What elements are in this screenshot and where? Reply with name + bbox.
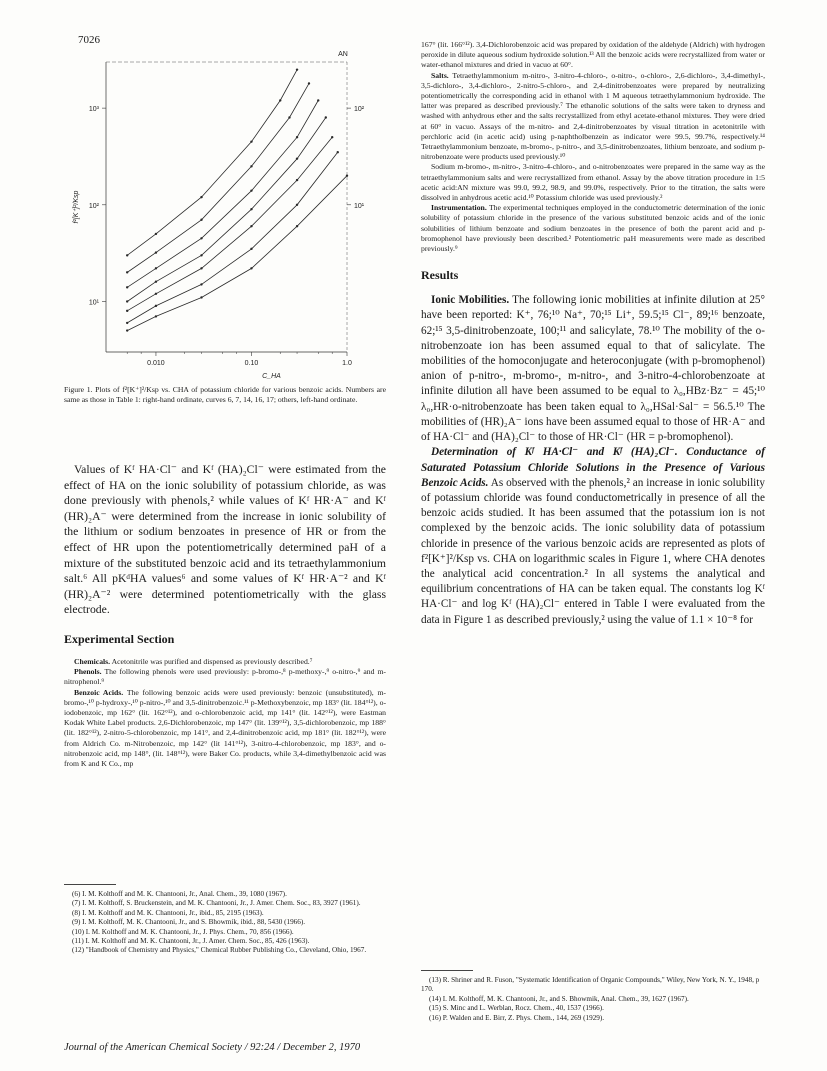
series-point bbox=[200, 237, 202, 239]
right-column bbox=[421, 40, 765, 628]
series-point bbox=[200, 267, 202, 269]
x-axis-label: C_HA bbox=[262, 373, 281, 380]
reference-item: (13) R. Shriner and R. Fuson, "Systematic Identification of Organic Compounds," Wiley, New York, N. Y., 1948, p 170. bbox=[421, 976, 760, 994]
series-point bbox=[296, 157, 298, 159]
series-point bbox=[200, 196, 202, 198]
intro-paragraph: Values of Kᶠ HA·Cl⁻ and Kᶠ (HA)₂Cl⁻ were estimated from the effect of HA on the ionic solubility of potassium chloride, as was done previously with phenols,² while values of Kᶠ HR·A⁻ and Kᶠ (HR)₂A⁻ were determined from the increase in ionic solubility of the lithium or sodium benzoates in presence of HR or from the effect of HR upon the potentiometrically determined paH of a mixture of the substituted benzoic acid and its tetraethylammonium salt.⁶ All pKᵈHA values⁶ and some values of Kᶠ HR·A⁻² and Kᶠ (HR)₂A⁻² were determined potentiometrically with the glass electrode. bbox=[64, 463, 386, 617]
x-tick-label: 0.010 bbox=[147, 360, 165, 367]
figure-caption: Figure 1. Plots of f²[K⁺]²/Ksp vs. CHA of potassium chloride for various benzoic acids. Numbers are same as those in Table 1: right-hand ordinate, curves 6, 7, 14, 16, 17; others, left-hand ordinate. bbox=[64, 385, 386, 404]
series-point bbox=[288, 116, 290, 118]
reference-item: (6) I. M. Kolthoff and M. K. Chantooni, Jr., Anal. Chem., 39, 1080 (1967). bbox=[72, 890, 287, 898]
left-references bbox=[64, 884, 386, 956]
series-point bbox=[155, 281, 157, 283]
series-line-1 bbox=[127, 176, 347, 331]
instrumentation-paragraph: Instrumentation. The experimental techniques employed in the conductometric determination of the ionic solubility of potassium chloride in the presence of the various substituted benzoic acids and of the ionic solubilities of lithium benzoate and sodium benzoates in the presence of both the parent acid and p-bromophenol have previously been described.² Potentiometric paH measurements were made as described previously.⁹ bbox=[421, 203, 765, 254]
series-point bbox=[126, 271, 128, 273]
series-point bbox=[126, 310, 128, 312]
x-tick-label: 0.10 bbox=[244, 360, 259, 367]
y-left-tick-label: 10¹ bbox=[88, 299, 99, 307]
series-point bbox=[155, 305, 157, 307]
series-point bbox=[126, 322, 128, 324]
series-line-5 bbox=[127, 101, 318, 288]
series-point bbox=[155, 251, 157, 253]
series-point bbox=[279, 99, 281, 101]
right-references bbox=[421, 970, 765, 1023]
series-point bbox=[200, 219, 202, 221]
determination-paragraph: Determination of Kᶠ HA·Cl⁻ and Kᶠ (HA)₂Cl⁻. Conductance of Saturated Potassium Chloride Solutions in the Presence of Various Benzoic Acids. As observed with the phenols,² an increase in ionic solubility of potassium chloride was found conductometrically in presence of all the benzoic acids studied. It has been assumed that the potassium ion is not complexed by the benzoic acids. The ionic solubility data of potassium chloride in presence of the various benzoic acids are represented as plots of f²[K⁺]²/Ksp vs. CHA on logarithmic scales in Figure 1, where CHA denotes the analytical acid concentration.² In all systems the analytical and equilibrium concentrations of HA can be taken equal. The constants log Kᶠ HA·Cl⁻ and log Kᶠ (HA)₂Cl⁻ entered in Table I were evaluated from the data in Figure 1 as described previously,² using the value of 1.1 × 10⁻⁸ for bbox=[421, 446, 765, 626]
results-section-title: Results bbox=[421, 268, 459, 283]
series-point bbox=[155, 267, 157, 269]
reference-item: (8) I. M. Kolthoff and M. K. Chantooni, Jr., ibid., 85, 2195 (1963). bbox=[72, 908, 264, 917]
series-point bbox=[250, 140, 252, 142]
y-right-tick-label: 10¹ bbox=[354, 202, 365, 210]
an-label: AN bbox=[338, 51, 348, 58]
series-line-6 bbox=[127, 83, 309, 272]
series-point bbox=[126, 300, 128, 302]
series-point bbox=[126, 286, 128, 288]
series-point bbox=[126, 329, 128, 331]
journal-footer: Journal of the American Chemical Society / 92:24 / December 2, 1970 bbox=[64, 1042, 361, 1053]
y-left-tick-label: 10³ bbox=[88, 106, 99, 114]
series-point bbox=[325, 116, 327, 118]
series-point bbox=[250, 267, 252, 269]
reference-item: (15) S. Minc and L. Werblan, Rocz. Chem., 40, 1537 (1966). bbox=[429, 1004, 604, 1013]
reference-item: (9) I. M. Kolthoff, M. K. Chantooni, Jr., and S. Bhowmik, ibid., 88, 5430 (1966). bbox=[72, 918, 306, 927]
ionic-mobilities-paragraph: Ionic Mobilities. The following ionic mobilities at infinite dilution at 25° have been reported: K⁺, 76;¹⁰ Na⁺, 70;¹⁵ Li⁺, 59.5;¹⁵ Cl⁻, 89;¹⁶ benzoate, 62;¹⁵ 3,5-dinitrobenzoate, 100;¹¹ and salicylate, 78.¹⁰ The mobility of the o-nitrobenzoate ion has been assumed equal to that of salicylate. The mobilities of the homoconjugate and heteroconjugate (with p-bromophenol) anion of p-nitro-, m-bromo-, m-nitro-, and 3-nitro-4-chlorobenzoate at infinite dilution all have been assumed to be equal to λ₀,HBz·Bz⁻ = 45;¹⁰ λ₀,HR·o-nitrobenzoate has been taken equal to λ₀,HSal·Sal⁻ = 56.5.¹⁰ The mobilities of (HR)₂A⁻ ions have been assumed equal to those of HR·A⁻ and of HA·Cl⁻ and (HA)₂Cl⁻ to those of HR·Cl⁻ (HR = p-bromophenol). bbox=[421, 294, 765, 444]
series-point bbox=[346, 174, 348, 176]
series-point bbox=[296, 179, 298, 181]
series-point bbox=[155, 293, 157, 295]
series-point bbox=[317, 99, 319, 101]
sodium-salts-paragraph: Sodium m-bromo-, m-nitro-, 3-nitro-4-chloro-, and o-nitrobenzoates were prepared in the same way as the tetraethylammonium salts and were recrystallized from ethanol. Assay by the above titration procedure in 1:5 acetic acid:AN mixture was 99.0, 99.2, 98.9, and 99.0%, respectively. Prior to the titration, the salts were dissolved in anhydrous acetic acid.¹⁰ Potassium chloride was used previously.² bbox=[421, 162, 765, 203]
series-point bbox=[296, 204, 298, 206]
series-point bbox=[200, 283, 202, 285]
experimental-section-title: Experimental Section bbox=[64, 631, 175, 646]
chemicals-paragraph: Chemicals. Acetonitrile was purified and dispensed as previously described.⁷ bbox=[74, 656, 313, 666]
plot-series-group bbox=[126, 68, 348, 331]
reference-item: (14) I. M. Kolthoff, M. K. Chantooni, Jr., and S. Bhowmik, Anal. Chem., 39, 1627 (1967). bbox=[429, 994, 689, 1003]
series-line-3 bbox=[127, 137, 332, 311]
reference-item: (12) "Handbook of Chemistry and Physics," Chemical Rubber Publishing Co., Cleveland, Ohio, 1967. bbox=[72, 946, 367, 955]
series-point bbox=[331, 136, 333, 138]
series-point bbox=[200, 254, 202, 256]
page-number: 7026 bbox=[78, 34, 100, 46]
series-point bbox=[308, 82, 310, 84]
series-point bbox=[250, 208, 252, 210]
series-point bbox=[250, 165, 252, 167]
series-point bbox=[296, 68, 298, 70]
plot-frame bbox=[106, 51, 348, 352]
salts-paragraph: Salts. Tetraethylammonium m-nitro-, 3-nitro-4-chloro-, o-nitro-, o-chloro-, 2,6-dichloro-, 3,4-dimethyl-, 3,5-dichloro-, 3,4-dichloro-, 2-nitro-5-chloro-, and 2,4-dinitrobenzoates were prepared by neutralizing potentiometrically the corresponding acid in ethanol with 1 M aqueous tetraethylammonium hydroxide. The latter was prepared as described previously.⁷ The ethanolic solutions of the salts were taken to dryness and washed with anhydrous ether and the salts recrystallized from ethyl acetate-ethanol mixtures. They were dried at 60° in vacuo. Assays of the m-nitro- and 2,4-dinitrobenzoates by visual titration in acetonitrile with perchloric acid (in acetic acid) using p-naphtholbenzein as indicator were 99.5, 99.7%, respectively.¹⁴ Tetraethylammonium benzoate, m-bromo-, p-nitro-, and 3,5-dinitrobenzoates, lithium benzoate, and sodium p-nitrobenzoate were products used previously.¹⁰ bbox=[421, 70, 765, 162]
phenols-paragraph: Phenols. The following phenols were used previously: p-bromo-,⁸ p-methoxy-,⁹ o-nitro-,⁹ and m-nitrophenol.⁹ bbox=[64, 667, 386, 687]
series-point bbox=[155, 315, 157, 317]
benzoic-acids-paragraph: Benzoic Acids. The following benzoic acids were used previously: benzoic (unsubstituted), m-bromo-,¹⁰ p-hydroxy-,¹⁰ p-nitro-,¹⁰ and 3,5-dinitrobenzoic.¹¹ p-Methoxybenzoic, mp 183° (lit. 184°¹²), o-iodobenzoic, mp 162° (lit. 162°¹²), and o-chlorobenzoic acid, mp 141° (lit. 142°¹²), were Eastman Kodak White Label products. 2,6-Dichlorobenzoic, mp 147° (lit. 139°¹²), 3,5-dichlorobenzoic, mp 188° (lit. 182°¹²), 2-nitro-5-chlorobenzoic, mp 141°, and 2,4-dinitrobenzoic acid, mp 181° (lit. 182°¹²), were from Aldrich Co. m-Nitrobenzoic, mp 142° (lit 141°¹²), 3-nitro-4-chlorobenzoic, mp 183°, and o-nitrobenzoic acid, mp 148°, (lit. 148°¹²), were Baker Co. products, while 3,4-dimethylbenzoic acid was from K and K Co., mp bbox=[64, 687, 386, 768]
series-line-2 bbox=[127, 152, 338, 323]
figure-1-chart bbox=[64, 40, 386, 410]
series-point bbox=[126, 254, 128, 256]
reference-item: (7) I. M. Kolthoff, S. Bruckenstein, and M. K. Chantooni, Jr., J. Amer. Chem. Soc., 83, 3927 (1961). bbox=[72, 899, 361, 908]
series-point bbox=[155, 233, 157, 235]
series-point bbox=[250, 225, 252, 227]
x-tick-label: 1.0 bbox=[342, 360, 352, 367]
y-right-tick-label: 10² bbox=[354, 106, 365, 114]
series-point bbox=[337, 151, 339, 153]
series-line-4 bbox=[127, 118, 326, 302]
series-point bbox=[200, 296, 202, 298]
y-axis-label: f²[K⁺]²/Ksp bbox=[73, 190, 80, 224]
series-point bbox=[250, 189, 252, 191]
reference-item: (11) I. M. Kolthoff and M. K. Chantooni, Jr., J. Amer. Chem. Soc., 85, 426 (1963). bbox=[72, 937, 310, 946]
series-point bbox=[296, 225, 298, 227]
series-point bbox=[250, 248, 252, 250]
series-line-7 bbox=[127, 70, 297, 256]
reference-item: (10) I. M. Kolthoff and M. K. Chantooni, Jr., J. Phys. Chem., 70, 856 (1966). bbox=[72, 927, 294, 936]
right-continuation-paragraph: 167° (lit. 166°¹²). 3,4-Dichlorobenzoic acid was prepared by oxidation of the aldehyde (Aldrich) with hydrogen peroxide in dilute aqueous sodium hydroxide solution.¹³ All the benzoic acids were recrystallized from water or water-ethanol mixtures and dried in vacuo at 60°. bbox=[421, 40, 765, 70]
reference-item: (16) P. Walden and E. Birr, Z. Phys. Chem., 144, 269 (1929). bbox=[429, 1013, 605, 1022]
left-column bbox=[64, 462, 386, 769]
series-point bbox=[296, 136, 298, 138]
plot-ticks-group bbox=[73, 106, 365, 380]
y-left-tick-label: 10² bbox=[88, 202, 99, 210]
